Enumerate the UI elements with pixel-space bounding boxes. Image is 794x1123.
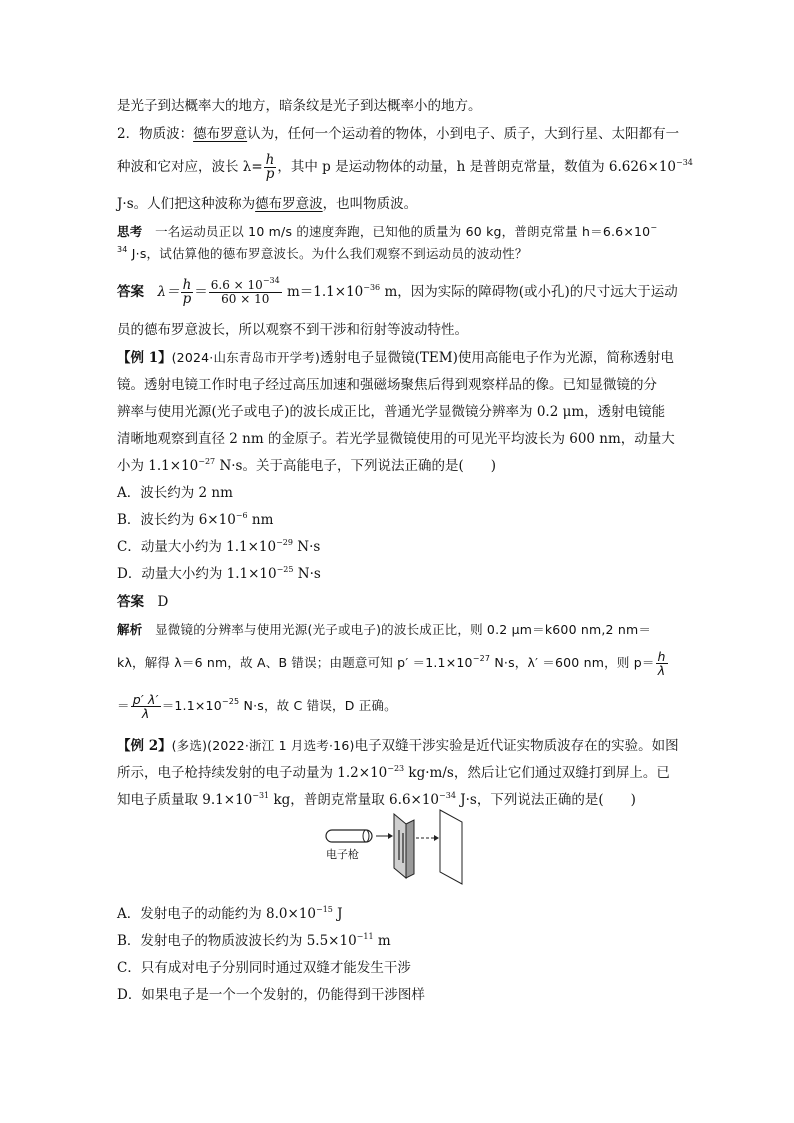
ex2-label: 【例 2】: [117, 738, 172, 754]
h-over-p: $\frac{h}{p}$: [182, 277, 192, 307]
ex1-analysis-label: 解析: [117, 622, 143, 637]
debroglie-wave-term: 德布罗意波: [255, 196, 323, 212]
answer-fraction: $\frac{6.6 \times 10^{-34}}{60 \times 10}$: [210, 276, 280, 306]
ex1-answer: 答案 D: [117, 594, 169, 610]
ex1-line-4: 清晰地观察到直径 2 nm 的金原子。若光学显微镜使用的可见光平均波长为 600 nm，动量大: [117, 431, 675, 447]
ex1-line-5: 小为 $1.1\times 10^{-27}$ N·s。关于高能电子，下列说法正确的是( ): [117, 457, 497, 474]
ex1-line-1: 【例 1】(2024·山东青岛市开学考)透射电子显微镜(TEM)使用高能电子作为光源，简称透射电: [117, 350, 674, 366]
ex1-option-d: D．动量大小约为 $1.1\times 10^{-25}$ N·s: [117, 565, 321, 582]
intro-line-4: J·s。人们把这种波称为德布罗意波，也叫物质波。: [117, 196, 418, 212]
ex2-line-1: 【例 2】(多选)(2022·浙江 1 月选考·16)电子双缝干涉实验是近代证实物质波存在的实验。如图: [117, 738, 679, 754]
wavelength-fraction: $\frac{h}{p}$: [265, 152, 275, 182]
double-slit-plate-icon: [394, 814, 414, 878]
think-answer-line-2: 员的德布罗意波长，所以观察不到干涉和衍射等波动特性。: [117, 322, 468, 338]
beam-arrow-icon: [376, 833, 393, 839]
ex2-line-2: 所示，电子枪持续发射的电子动量为 $1.2\times 10^{-23}$ kg·m/s，然后让它们通过双缝打到屏上。已: [117, 764, 670, 781]
intro-line-1: 是光子到达概率大的地方，暗条纹是光子到达概率小的地方。: [117, 98, 482, 114]
ex1-option-a: A．波长约为 2 nm: [117, 485, 233, 501]
intro-line-3: 种波和它对应，波长 λ= $\frac{h}{p}$ ，其中 p 是运动物体的动量，h 是普朗克常量，数值为 $6.626\times 10^{-34}$: [117, 152, 693, 182]
dashed-arrow-icon: [416, 835, 439, 841]
think-line-1: 思考 一名运动员正以 10 m/s 的速度奔跑，已知他的质量为 60 kg，普朗克常量 h＝6.6×10−: [117, 223, 658, 239]
electron-gun-label: 电子枪: [326, 848, 359, 861]
think-answer-label: 答案: [117, 284, 144, 300]
h-over-lambda: $\frac{h}{\lambda}$: [657, 649, 666, 678]
ex2-line-3: 知电子质量取 $9.1\times 10^{-31}$ kg，普朗克常量取 $6.6\times 10^{-34}$ J·s，下列说法正确的是( ): [117, 791, 636, 808]
ex1-analysis-line-1: 解析 显微镜的分辨率与使用光源(光子或电子)的波长成正比，则 0.2 μm＝k600 nm,2 nm＝: [117, 622, 652, 637]
ex1-option-c: C．动量大小约为 $1.1\times 10^{-29}$ N·s: [117, 538, 321, 555]
ex1-analysis-line-3: ＝ $\frac{p' \lambda'}{\lambda}$ $=1.1\times 10^{-25}$ N·s，故 C 错误，D 正确。: [117, 692, 397, 721]
ex2-option-c: C．只有成对电子分别同时通过双缝才能发生干涉: [117, 960, 411, 976]
ex1-line-2: 镜。透射电镜工作时电子经过高压加速和强磁场聚焦后得到观察样品的像。已知显微镜的分: [117, 377, 657, 393]
think-label: 思考: [117, 224, 143, 239]
ex1-line-3: 辨率与使用光源(光子或电子)的波长成正比，普通光学显微镜分辨率为 0.2 μm，透射电镜能: [117, 404, 666, 420]
intro-line-2: 2．物质波：德布罗意认为，任何一个运动着的物体，小到电子、质子，大到行星、太阳都有一: [117, 126, 680, 142]
think-answer-line-1: 答案 λ＝ $\frac{h}{p}$ ＝ $\frac{6.6 \times 10^{-34}}{60 \times 10}$ $m=1.1\times 10^{-36}$ m，因为实际的障碍物(或小孔)的尺寸远大于运动: [117, 276, 678, 307]
double-slit-diagram: [320, 808, 480, 888]
electron-gun-icon: [326, 830, 372, 842]
ex1-label: 【例 1】: [117, 350, 172, 366]
debroglie-term: 德布罗意: [193, 126, 248, 142]
momentum-fraction: $\frac{p' \lambda'}{\lambda}$: [132, 692, 159, 721]
think-line-2: $^{34}$ J·s，试估算他的德布罗意波长。为什么我们观察不到运动员的波动性？: [117, 245, 528, 261]
ex1-option-b: B．波长约为 $6\times 10^{-6}$ nm: [117, 511, 274, 528]
ex2-option-a: A．发射电子的动能约为 $8.0\times 10^{-15}$ J: [117, 905, 343, 922]
ex1-analysis-line-2: kλ，解得 λ＝6 nm，故 A、B 错误；由题意可知 $p' =1.1\times 10^{-27}$ N·s，λ′ ＝600 nm，则 p＝ $\frac{h}{\lambda}$: [117, 649, 666, 678]
ex2-option-b: B．发射电子的物质波波长约为 $5.5\times 10^{-11}$ m: [117, 932, 391, 949]
screen-icon: [440, 810, 462, 884]
ex2-option-d: D．如果电子是一个一个发射的，仍能得到干涉图样: [117, 987, 425, 1003]
